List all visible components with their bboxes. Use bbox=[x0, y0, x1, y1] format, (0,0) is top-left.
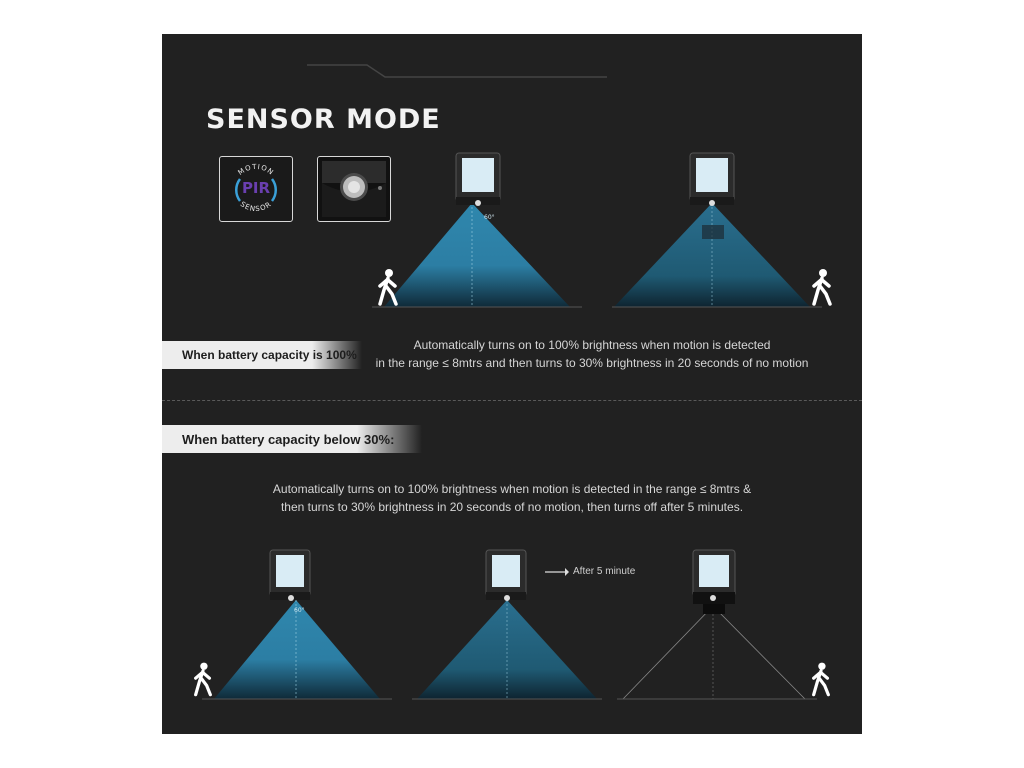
after-5-minute-label: After 5 minute bbox=[573, 566, 636, 577]
battery-below-30-label: When battery capacity below 30%: bbox=[162, 425, 422, 453]
angle-label: 60° bbox=[294, 607, 305, 614]
page-title: SENSOR MODE bbox=[206, 104, 441, 135]
arrow-right-icon bbox=[545, 567, 569, 577]
street-lamp-icon bbox=[456, 153, 500, 206]
pir-text: PIR bbox=[241, 179, 271, 197]
scene-dim-brightness-right bbox=[612, 149, 822, 314]
walking-person-icon bbox=[192, 661, 214, 699]
scene-full-brightness-low-battery bbox=[202, 546, 392, 706]
pir-bottom-text: SENSOR bbox=[238, 200, 274, 214]
walking-person-icon bbox=[810, 661, 832, 699]
walking-person-icon bbox=[376, 268, 400, 308]
scene-full-brightness-left bbox=[372, 149, 582, 314]
svg-text:SENSOR bbox=[239, 200, 274, 213]
street-lamp-icon bbox=[690, 153, 734, 206]
battery-100-label: When battery capacity is 100% bbox=[162, 341, 362, 369]
section2-description: Automatically turns on to 100% brightness when motion is detected in the range ≤ 8mtrs & then turns to 30% brightness in 20 seconds of no motion, then turns off after 5 minutes. bbox=[272, 482, 752, 514]
walking-person-icon bbox=[810, 268, 834, 308]
street-lamp-icon bbox=[486, 550, 526, 601]
pir-top-text: MOTION bbox=[236, 162, 276, 177]
infographic-canvas bbox=[162, 34, 862, 734]
light-beam bbox=[384, 203, 570, 307]
svg-text:MOTION bbox=[237, 163, 276, 177]
section-divider bbox=[162, 400, 862, 401]
pir-motion-sensor-badge bbox=[219, 156, 293, 222]
street-lamp-icon bbox=[270, 550, 310, 601]
angle-label: 60° bbox=[484, 214, 495, 221]
street-lamp-icon bbox=[693, 550, 735, 614]
section1-description: Automatically turns on to 100% brightness when motion is detected in the range ≤ 8mtrs and then turns to 30% brightness in 20 seconds of no motion bbox=[375, 338, 809, 370]
scene-light-off bbox=[617, 546, 817, 706]
decorative-line bbox=[307, 63, 607, 83]
